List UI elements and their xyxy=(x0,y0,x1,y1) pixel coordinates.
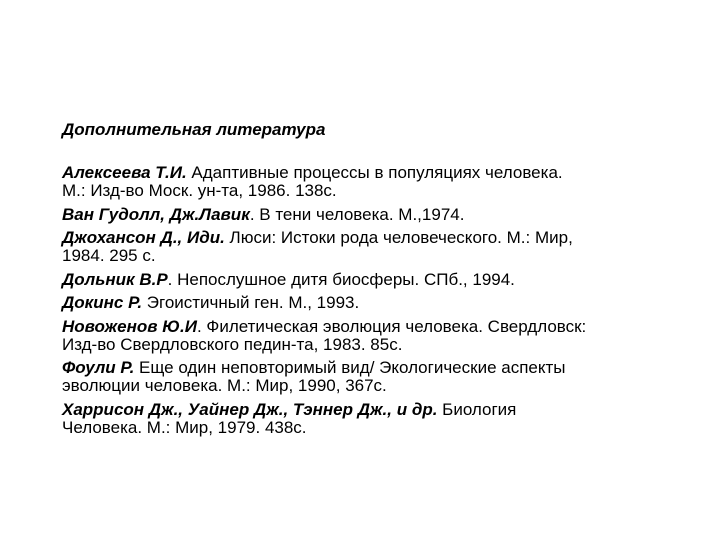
reference-text: . Непослушное дитя биосферы. СПб., 1994. xyxy=(167,269,515,289)
reference-author: Джохансон Д., Иди. xyxy=(62,228,225,247)
reference-text: Еще один неповторимый вид/ Экологические аспекты эволюции человека. М.: Мир, 1990, 367с. xyxy=(62,358,566,395)
reference-author: Харрисон Дж., Уайнер Дж., Тэннер Дж., и др. xyxy=(62,399,438,419)
reference-author: Дольник В.Р xyxy=(62,269,168,289)
reference-text: . Филетическая эволюция человека. Свердловск: Изд-во Свердловского педин-та, 1983. 85с. xyxy=(62,316,587,354)
reference-item xyxy=(62,359,702,395)
reference-list xyxy=(62,164,702,442)
reference-item xyxy=(62,294,702,312)
reference-item xyxy=(62,164,702,200)
reference-author: Фоули Р. xyxy=(62,358,135,377)
reference-text: Биология Человека. М.: Мир, 1979. 438с. xyxy=(62,399,517,437)
reference-item xyxy=(62,206,702,224)
reference-text: . В тени человека. М.,1974. xyxy=(249,204,465,224)
reference-text: Эгоистичный ген. М., 1993. xyxy=(142,293,360,312)
reference-text: Люси: Истоки рода человеческого. М.: Мир, 1984. 295 с. xyxy=(62,228,573,265)
section-heading: Дополнительная литература xyxy=(62,120,326,139)
reference-item xyxy=(62,318,702,354)
reference-item xyxy=(62,229,702,265)
reference-author: Новоженов Ю.И xyxy=(62,316,197,336)
reference-author: Алексеева Т.И. xyxy=(62,163,187,182)
reference-author: Ван Гудолл, Дж.Лавик xyxy=(62,204,250,224)
reference-author: Докинс Р. xyxy=(62,293,143,312)
reference-text: Адаптивные процессы в популяциях человека. М.: Изд-во Моск. ун-та, 1986. 138с. xyxy=(62,163,563,200)
reference-item xyxy=(62,401,702,437)
reference-item xyxy=(62,271,702,289)
